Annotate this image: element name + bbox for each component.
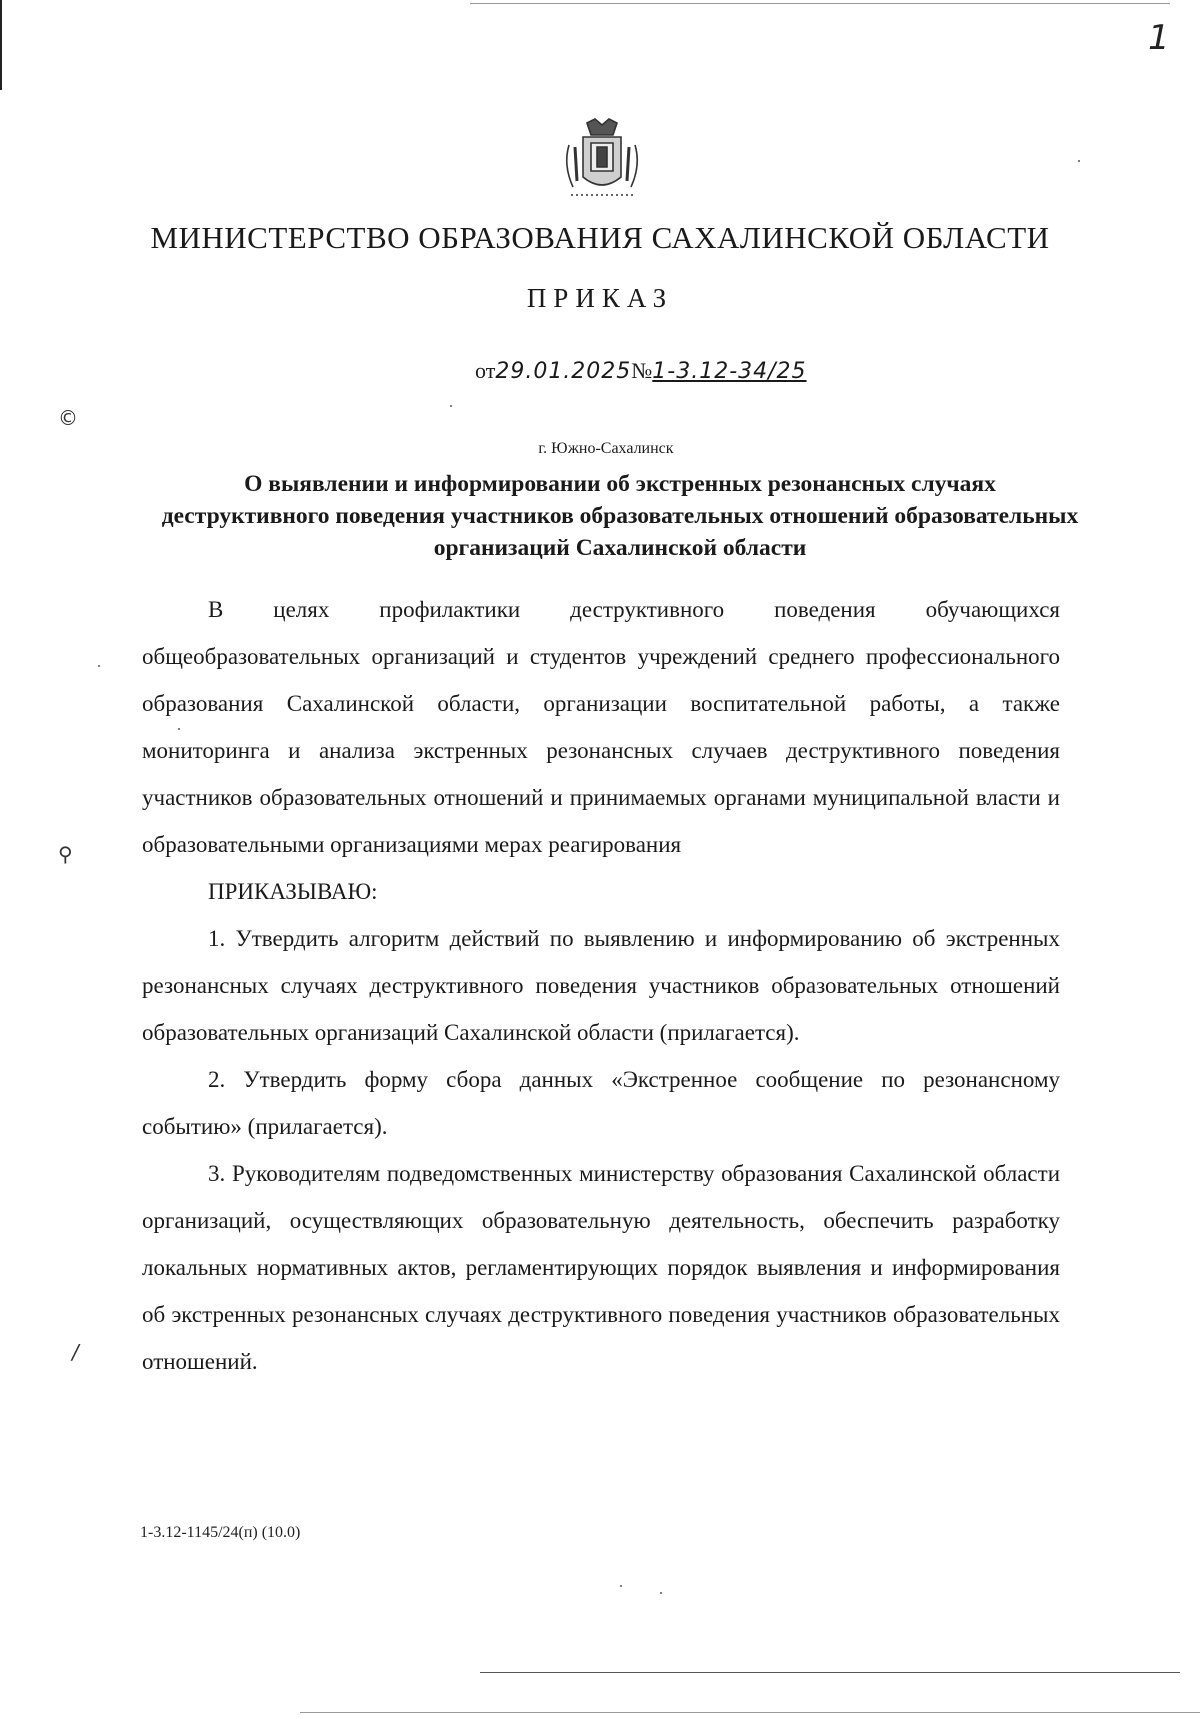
preamble-paragraph: В целях профилактики деструктивного поведения обучающихся общеобразовательных организаций и студентов учреждений среднего профессионального образования Сахалинской области, организации воспитательной работы, а также мониторинга и анализа экстренных резонансных случаев деструктивного поведения участников образовательных отношений и принимаемых органами муниципальной власти и образовательными организациями мерах реагирования <box>142 597 1060 857</box>
order-date: 29.01.2025 <box>495 359 632 384</box>
page-number: 1 <box>1148 18 1170 58</box>
document-kind: ПРИКАЗ <box>526 283 674 313</box>
ministry-title: МИНИСТЕРСТВО ОБРАЗОВАНИЯ САХАЛИНСКОЙ ОБЛАСТИ <box>150 220 1050 255</box>
scan-bottom-line <box>480 1672 1180 1673</box>
order-word: ПРИКАЗЫВАЮ: <box>208 879 378 904</box>
order-prefix: от <box>475 358 496 383</box>
scan-mark: © <box>58 406 78 430</box>
order-item-1: 1. Утвердить алгоритм действий по выявлению и информированию об экстренных резонансных случаях деструктивного поведения участников образовательных отношений образовательных организаций Сахалинской области (прилагается). <box>142 926 1060 1045</box>
scan-mark: ⚲ <box>58 842 73 866</box>
coat-of-arms-emblem <box>561 117 643 205</box>
order-item-2: 2. Утвердить форму сбора данных «Экстренное сообщение по резонансному событию» (прилагается). <box>142 1067 1060 1139</box>
scan-speck <box>620 1585 622 1587</box>
document-title: О выявлении и информировании об экстренных резонансных случаях деструктивного поведения участников образовательных отношений образовательных организаций Сахалинской области <box>161 471 1079 561</box>
order-item-3: 3. Руководителям подведомственных министерству образования Сахалинской области организаций, осуществляющих образовательную деятельность, обеспечить разработку локальных нормативных актов, регламентирующих порядок выявления и информирования об экстренных резонансных случаях деструктивного поведения участников образовательных отношений. <box>142 1161 1060 1374</box>
scan-top-line <box>470 3 1170 4</box>
scan-speck <box>178 728 180 730</box>
scan-speck <box>98 665 100 667</box>
scan-speck <box>1078 160 1080 162</box>
order-number-sign: № <box>631 358 653 383</box>
scan-speck <box>660 1592 662 1594</box>
scan-mark: / <box>72 1340 79 1364</box>
footer-document-code: 1-3.12-1145/24(п) (10.0) <box>140 1524 301 1541</box>
order-date-number <box>475 358 807 384</box>
order-number: 1-3.12-34/25 <box>652 359 807 384</box>
scan-speck <box>450 405 452 407</box>
city-line: г. Южно-Сахалинск <box>538 440 674 457</box>
document-body <box>142 586 1060 1385</box>
scan-bottom-line <box>300 1712 1200 1713</box>
scan-edge-line <box>0 0 2 90</box>
